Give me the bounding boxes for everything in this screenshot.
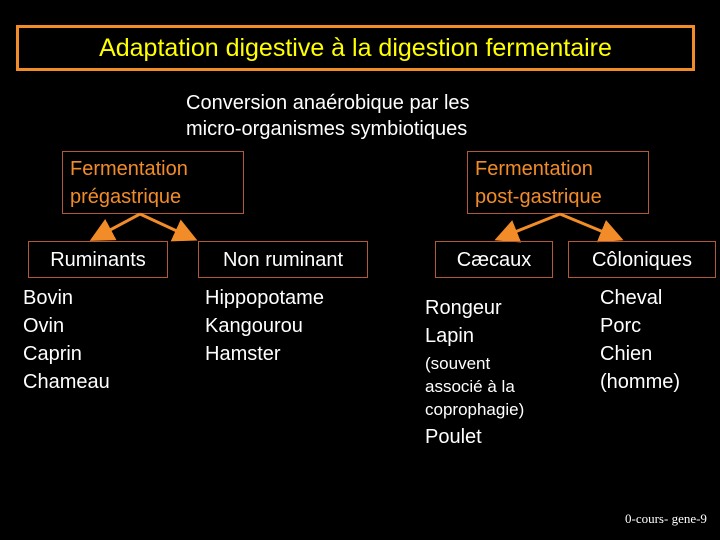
category-coloniques [568,241,716,278]
list-item: Caprin [23,343,82,365]
list-item: Chien [600,343,653,365]
subtitle-line-1: Conversion anaérobique par les [186,92,470,114]
list-item: Hamster [205,343,281,365]
list-item: Kangourou [205,315,303,337]
category-ruminants [28,241,168,278]
arrow-to-coloniques [560,214,618,238]
fermentation-pregastric-line-1: Fermentation [70,158,188,180]
category-coloniques-label: Côloniques [591,248,693,271]
fermentation-postgastric-line-1: Fermentation [475,158,593,180]
list-item: Rongeur [425,297,502,319]
category-non-ruminant [198,241,368,278]
list-item: (homme) [600,371,681,393]
list-item: Hippopotame [205,287,324,309]
caecaux-note-line: (souvent [425,354,491,373]
fermentation-postgastric-line-2: post-gastrique [475,186,602,208]
category-caecaux [435,241,553,278]
list-item: Chameau [23,371,110,393]
page-title: Adaptation digestive à la digestion fermentaire [99,33,612,62]
category-non-ruminant-label: Non ruminant [222,248,344,271]
list-item: Lapin [425,325,474,347]
category-caecaux-label: Cæcaux [456,248,532,271]
list-item: Ovin [23,315,65,337]
footer-label: 0-cours- gene-9 [625,511,707,526]
category-ruminants-label: Ruminants [50,248,146,271]
non-ruminant-list [205,284,324,368]
fermentation-pregastric-line-2: prégastrique [70,186,182,208]
list-item: Cheval [600,287,663,309]
list-item: Poulet [425,426,482,448]
ruminants-list [23,284,110,396]
caecaux-list [425,294,524,451]
caecaux-note-line: coprophagie) [425,400,525,419]
list-item: Porc [600,315,642,337]
list-item: Bovin [23,287,74,309]
arrow-to-ruminants [95,214,140,238]
coloniques-list [600,284,680,396]
arrow-to-non-ruminant [140,214,192,238]
caecaux-note-line: associé à la [425,377,515,396]
subtitle-line-2: micro-organismes symbiotiques [186,118,468,140]
arrow-to-caecaux [500,214,560,238]
